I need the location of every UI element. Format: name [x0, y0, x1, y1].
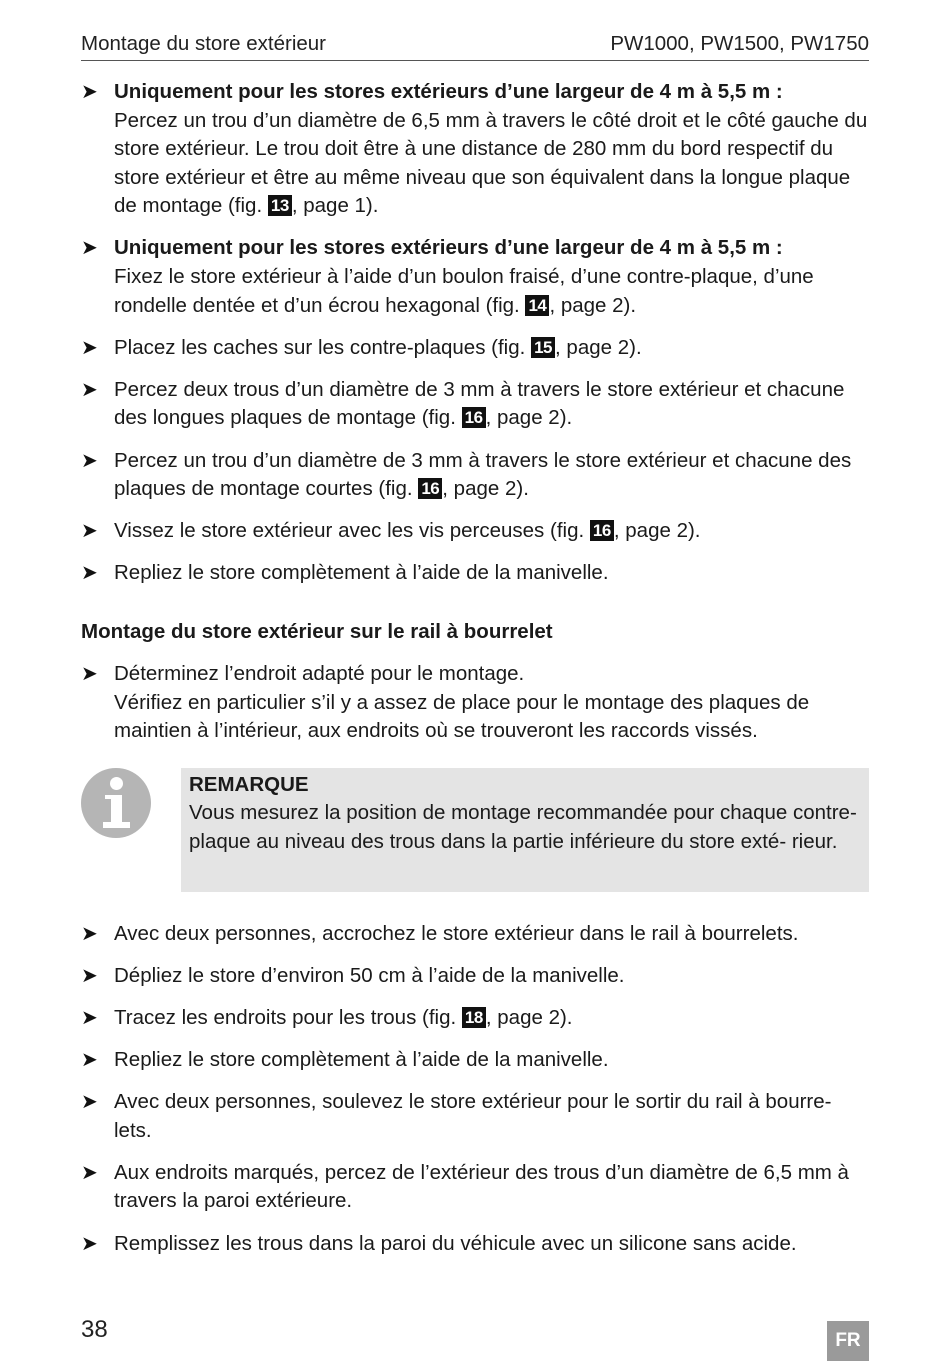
- instruction-step: [81, 1046, 869, 1075]
- arrow-icon: ➤: [81, 81, 98, 103]
- instruction-step: [81, 1159, 869, 1216]
- step-page-ref: , page 2).: [549, 293, 637, 317]
- arrow-icon: ➤: [81, 1049, 98, 1072]
- page-number: 38: [81, 1316, 108, 1343]
- figure-ref: 16: [462, 407, 486, 428]
- step-page-ref: , page 2).: [485, 406, 573, 430]
- instruction-step: [81, 559, 869, 588]
- step-text: Dépliez le store d’environ 50 cm à l’aide de la manivelle.: [114, 963, 625, 987]
- step-text: Aux endroits marqués, percez de l’extérieur des trous d’un diamètre de 6,5 mm à travers la paroi extérieure.: [114, 1160, 849, 1213]
- arrow-icon: ➤: [81, 449, 98, 472]
- step-page-ref: , page 2).: [485, 1005, 573, 1029]
- instruction-step: [81, 376, 869, 433]
- step-text: Percez deux trous d’un diamètre de 3 mm à travers le store extérieur et chacune des longues plaques de montage (fig.: [114, 377, 845, 430]
- step-text: Avec deux personnes, accrochez le store extérieur dans le rail à bourrelets.: [114, 921, 799, 945]
- figure-ref: 18: [462, 1007, 486, 1028]
- step-lead: Uniquement pour les stores extérieurs d’une largeur de 4 m à 5,5 m :: [114, 236, 783, 260]
- language-badge: FR: [827, 1321, 869, 1361]
- instruction-step: [81, 1088, 869, 1145]
- step-text: Percez un trou d’un diamètre de 3 mm à travers le store extérieur et chacune des plaques de montage courtes (fig.: [114, 448, 852, 501]
- instruction-step: [81, 517, 869, 546]
- arrow-icon: ➤: [81, 336, 98, 359]
- step-page-ref: , page 1).: [291, 194, 379, 218]
- step-text: Repliez le store complètement à l’aide de la manivelle.: [114, 561, 609, 585]
- step-text: Vissez le store extérieur avec les vis perceuses (fig.: [114, 519, 590, 543]
- instruction-step: [81, 920, 869, 949]
- instruction-step: [81, 1230, 869, 1259]
- main-content: [81, 78, 869, 1272]
- info-icon: [81, 768, 151, 838]
- page-header: [81, 30, 869, 61]
- arrow-icon: ➤: [81, 378, 98, 401]
- figure-ref: 13: [268, 195, 292, 216]
- instruction-step: [81, 234, 869, 320]
- step-text: Repliez le store complètement à l’aide de la manivelle.: [114, 1048, 609, 1072]
- section-heading: Montage du store extérieur sur le rail à bourrelet: [81, 619, 553, 643]
- note-title: REMARQUE: [189, 772, 309, 796]
- arrow-icon: ➤: [81, 1006, 98, 1029]
- step-text: Placez les caches sur les contre-plaques (fig.: [114, 335, 532, 359]
- note-box: [181, 768, 869, 892]
- instruction-step: [81, 660, 869, 746]
- figure-ref: 14: [525, 295, 549, 316]
- instruction-step: [81, 334, 869, 363]
- arrow-icon: ➤: [81, 663, 98, 685]
- arrow-icon: ➤: [81, 1091, 98, 1114]
- step-text: Percez un trou d’un diamètre de 6,5 mm à travers le côté droit et le côté gauche du store extérieur. Le trou doit être à une distance de 280 mm du bord respectif du store extérieur et être au même niveau que son équivalent dans la longue plaque de montage (fig.: [114, 108, 868, 218]
- step-text: Fixez le store extérieur à l’aide d’un boulon fraisé, d’une contre-plaque, d’une rondelle dentée et d’un écrou hexagonal (fig.: [114, 265, 814, 317]
- figure-ref: 16: [590, 520, 614, 541]
- arrow-icon: ➤: [81, 562, 98, 585]
- figure-ref: 15: [531, 337, 555, 358]
- header-models: PW1000, PW1500, PW1750: [610, 32, 869, 55]
- arrow-icon: ➤: [81, 964, 98, 987]
- instruction-step: [81, 78, 869, 221]
- step-page-ref: , page 2).: [613, 519, 701, 543]
- step-detail: Vérifiez en particulier s’il y a assez de place pour le montage des plaques de maintien à l’intérieur, aux endroits où se trouveront les raccords vissés.: [114, 690, 810, 743]
- arrow-icon: ➤: [81, 922, 98, 945]
- step-lead: Uniquement pour les stores extérieurs d’une largeur de 4 m à 5,5 m :: [114, 80, 783, 103]
- step-text: Avec deux personnes, soulevez le store extérieur pour le sortir du rail à bourre- lets.: [114, 1090, 832, 1142]
- arrow-icon: ➤: [81, 1232, 98, 1255]
- step-text: Tracez les endroits pour les trous (fig.: [114, 1005, 462, 1029]
- arrow-icon: ➤: [81, 1161, 98, 1184]
- step-text: Remplissez les trous dans la paroi du véhicule avec un silicone sans acide.: [114, 1231, 797, 1255]
- header-title: Montage du store extérieur: [81, 32, 326, 55]
- instruction-step: [81, 962, 869, 991]
- instruction-step: [81, 447, 869, 504]
- note-block: [81, 768, 869, 894]
- step-text: Déterminez l’endroit adapté pour le montage.: [114, 662, 525, 685]
- note-text: Vous mesurez la position de montage recommandée pour chaque contre-plaque au niveau des trous dans la partie inférieure du store exté- rieur.: [189, 801, 857, 853]
- figure-ref: 16: [418, 478, 442, 499]
- instruction-step: [81, 1004, 869, 1033]
- step-page-ref: , page 2).: [555, 335, 642, 359]
- step-page-ref: , page 2).: [442, 477, 529, 501]
- arrow-icon: ➤: [81, 520, 98, 543]
- arrow-icon: ➤: [81, 237, 98, 260]
